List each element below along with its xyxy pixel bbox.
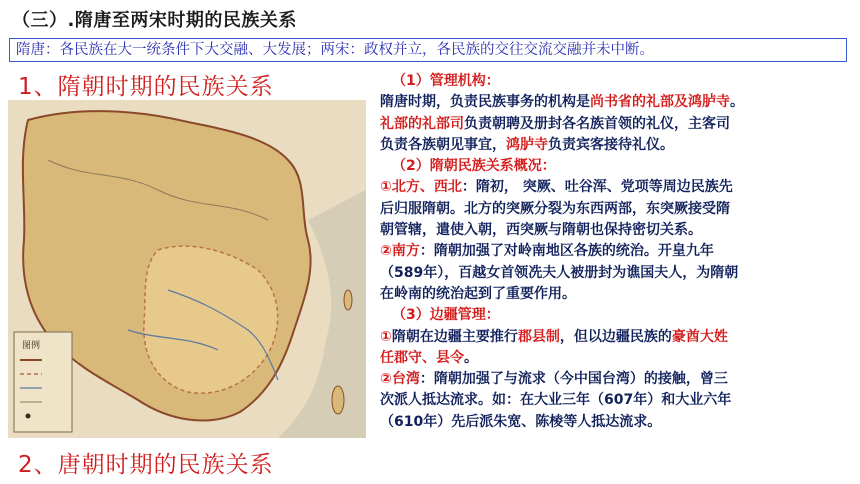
highlight-term: 任郡守、县令 — [380, 349, 464, 366]
highlight-term: ②台湾 — [380, 371, 420, 388]
subheading-management: （1）管理机构： — [392, 73, 500, 89]
text: ：隋朝加强了与流求（今中国台湾）的接触，曾三 — [419, 371, 728, 388]
text: 负责各族朝见事宜， — [380, 136, 506, 153]
text: 隋唐时期，负责民族事务的机构是 — [380, 94, 590, 111]
highlight-term: 礼部的礼部司 — [380, 115, 464, 132]
summary-box: 隋唐：各民族在大一统条件下大交融、大发展；两宋：政权并立，各民族的交往交流交融并未中断。 — [9, 38, 847, 62]
text: （589年），百越女首领冼夫人被册封为谯国夫人，为隋朝 — [380, 264, 739, 281]
text: 后归服隋朝。北方的突厥分裂为东西两部，东突厥接受隋 — [380, 200, 730, 217]
text: 次派人抵达流求。如：在大业三年（607年）和大业六年 — [380, 392, 732, 409]
text: ：隋朝加强了对岭南地区各族的统治。开皇九年 — [419, 243, 714, 260]
subheading-sui-relations: （2）隋朝民族关系概况： — [392, 158, 556, 175]
text: 在岭南的统治起到了重要作用。 — [380, 285, 576, 302]
content-text — [380, 71, 845, 433]
subheading-frontier: （3）边疆管理： — [392, 307, 500, 324]
highlight-term: 豪酋大姓 — [671, 328, 728, 345]
text: 负责宾客接待礼仪。 — [548, 136, 674, 153]
text: 。 — [730, 94, 744, 111]
text: ：隋初， 突厥、吐谷浑、党项等周边民族先 — [461, 179, 733, 196]
sui-dynasty-map — [8, 100, 366, 438]
section-heading-sui: 1、隋朝时期的民族关系 — [18, 74, 274, 100]
text: ，但以边疆民族的 — [559, 328, 672, 345]
highlight-term: 郡县制 — [517, 328, 560, 345]
map-legend-title: 图例 — [22, 341, 41, 351]
highlight-term: 尚书省的礼部及鸿胪寺 — [590, 94, 730, 111]
highlight-term: ① — [380, 328, 392, 345]
text: 。 — [464, 349, 478, 366]
text: 朝管辖，遣使入朝，西突厥与隋朝也保持密切关系。 — [380, 222, 702, 239]
highlight-term: ①北方、西北 — [380, 179, 462, 196]
highlight-term: ②南方 — [380, 243, 420, 260]
page-title: （三）.隋唐至两宋时期的民族关系 — [12, 10, 297, 31]
highlight-term: 鸿胪寺 — [506, 136, 548, 153]
section-heading-tang: 2、唐朝时期的民族关系 — [18, 452, 274, 478]
text: （610年）先后派朱宽、陈棱等人抵达流求。 — [380, 413, 662, 430]
text: 负责朝聘及册封各名族首领的礼仪，主客司 — [464, 115, 730, 132]
text: 隋朝在边疆主要推行 — [391, 328, 518, 345]
